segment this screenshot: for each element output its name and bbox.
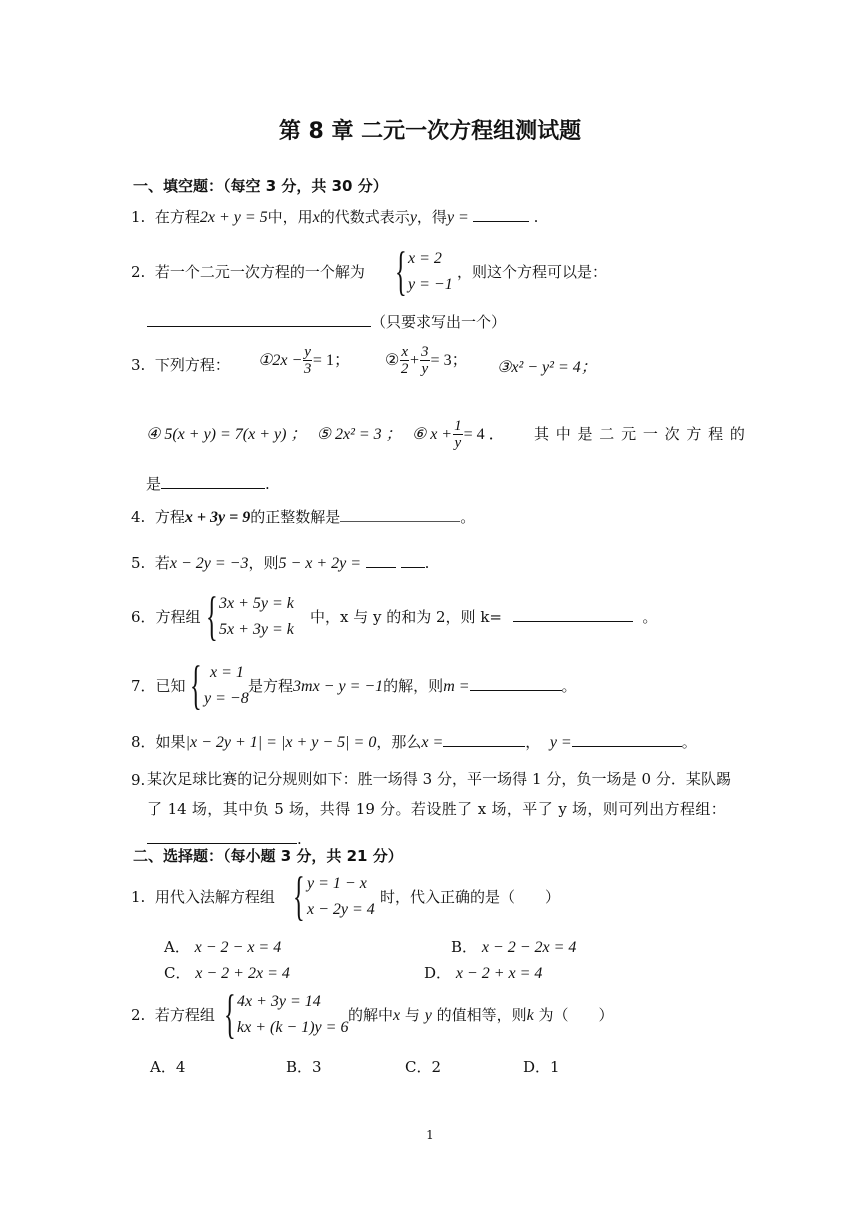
brace-icon: { xyxy=(190,655,202,715)
answer-blank[interactable] xyxy=(340,507,460,522)
option-label: D． xyxy=(424,964,452,982)
denominator: 3 xyxy=(303,361,312,377)
question-4 xyxy=(131,506,475,529)
numerator: x xyxy=(401,344,409,360)
answer-blank[interactable] xyxy=(147,312,371,327)
page-title: 第 8 章 二元一次方程组测试题 xyxy=(278,119,582,144)
system-line: y = 1 − x xyxy=(307,875,367,892)
system-line: x − 2y = 4 xyxy=(307,901,375,918)
page-number: 1 xyxy=(426,1128,434,1142)
option-value: x − 2 − x = 4 xyxy=(194,939,282,956)
question-text: ，则这个方程可以是： xyxy=(457,263,608,281)
question-8 xyxy=(131,731,697,754)
punctuation: ， xyxy=(525,733,541,751)
fraction xyxy=(420,344,430,377)
fraction xyxy=(400,344,409,377)
answer-blank[interactable] xyxy=(401,553,425,568)
question-text: 若 xyxy=(154,554,170,572)
equation: x + 3y = 9 xyxy=(184,509,251,526)
section-choice-heading: 二、选择题：（每小题 3 分，共 21 分） xyxy=(133,847,403,865)
answer-blank[interactable] xyxy=(366,553,396,568)
system-line: kx + (k − 1)y = 6 xyxy=(237,1019,349,1036)
question-number: 1. xyxy=(131,208,146,226)
question-number: 5. xyxy=(131,554,146,572)
answer-blank[interactable] xyxy=(443,732,525,747)
equation: x − 2y = −3 xyxy=(169,555,249,572)
answer-blank[interactable] xyxy=(147,829,297,844)
question-text: 如果 xyxy=(155,733,186,751)
equation: 5 − x + 2y = xyxy=(278,555,362,572)
option-value: x − 2 − 2x = 4 xyxy=(481,939,577,956)
question-text: 若一个二元一次方程的一个解为 xyxy=(154,263,365,281)
punctuation: 。 xyxy=(561,677,577,695)
system-line: y = −8 xyxy=(204,690,249,707)
question-text: 为（ ） xyxy=(538,1006,614,1024)
question-note: （只要求写出一个） xyxy=(371,313,507,331)
question-number: 3. xyxy=(131,356,146,374)
denominator: y xyxy=(421,361,429,377)
question-1 xyxy=(131,206,538,229)
equation-2 xyxy=(385,344,468,377)
choice-option-c[interactable] xyxy=(164,962,290,985)
choice-question-2 xyxy=(131,1004,215,1026)
punctuation: . xyxy=(297,830,302,848)
choice-option-b[interactable] xyxy=(451,936,576,959)
question-7 xyxy=(131,675,186,697)
question-number: 4. xyxy=(131,508,146,526)
question-text: 若方程组 xyxy=(154,1006,215,1024)
denominator: y xyxy=(454,435,462,451)
question-number: 2. xyxy=(131,263,146,281)
equation: 3mx − y = −1 xyxy=(293,678,384,695)
equation-1 xyxy=(258,344,350,377)
question-text: 中，用 xyxy=(267,208,313,226)
numerator: 1 xyxy=(454,418,462,434)
variable: x xyxy=(312,209,320,226)
question-text: ，得 xyxy=(416,208,447,226)
question-2-answer xyxy=(147,311,506,333)
question-number: 9. xyxy=(131,771,146,789)
option-value: x − 2 + x = 4 xyxy=(455,965,543,982)
equation-part: = 3； xyxy=(430,352,468,369)
question-text: 下列方程： xyxy=(154,356,230,374)
system-line: x = 2 xyxy=(408,250,442,267)
system-line: 3x + 5y = k xyxy=(219,595,294,612)
question-6 xyxy=(131,606,201,628)
system-line: y = −1 xyxy=(408,276,453,293)
numerator: y xyxy=(304,344,311,360)
equation-6: ⑥ x + xyxy=(411,426,453,443)
question-text: 其 中 是 二 元 一 次 方 程 的 xyxy=(534,425,746,443)
brace-icon: { xyxy=(395,241,407,301)
brace-icon: { xyxy=(224,984,236,1044)
question-text: 用代入法解方程组 xyxy=(154,888,275,906)
question-text: 方程组 xyxy=(155,608,201,626)
equation-5: ⑤ 2x² = 3 ； xyxy=(316,426,402,443)
question-text: 是 xyxy=(146,475,162,493)
brace-icon: { xyxy=(293,866,305,926)
choice-option-a[interactable]: A．4 xyxy=(150,1058,186,1076)
system-line: 4x + 3y = 14 xyxy=(237,993,321,1010)
equation-part: = 1； xyxy=(312,352,350,369)
equation-system xyxy=(219,591,294,643)
variable: y = xyxy=(549,734,572,751)
question-number: 7． xyxy=(131,677,156,695)
question-3 xyxy=(131,354,230,376)
fraction xyxy=(303,344,312,377)
denominator: 2 xyxy=(400,361,409,377)
system-line: 5x + 3y = k xyxy=(219,621,294,638)
question-number: 1. xyxy=(131,888,146,906)
variable: y xyxy=(409,209,417,226)
choice-option-d[interactable] xyxy=(424,962,542,985)
question-text: 已知 xyxy=(155,677,186,695)
equation-part: ①2x − xyxy=(258,352,303,369)
choice-question-2-tail xyxy=(348,1004,614,1027)
variable: m = xyxy=(443,678,470,695)
question-3-answer xyxy=(146,473,270,495)
question-text: 是方程 xyxy=(248,677,294,695)
section-fill-in-heading: 一、填空题：（每空 3 分，共 30 分） xyxy=(133,177,388,195)
variable: x xyxy=(393,1007,401,1024)
question-7-tail xyxy=(248,675,577,698)
question-number: 6． xyxy=(131,608,156,626)
punctuation: 。 xyxy=(460,508,476,526)
question-text: 的值相等，则 xyxy=(436,1006,527,1024)
equation-3: ③x² − y² = 4； xyxy=(497,359,597,376)
question-text: 的解，则 xyxy=(383,677,444,695)
option-label: B． xyxy=(451,938,478,956)
question-text: 方程 xyxy=(154,508,185,526)
question-6-tail xyxy=(310,606,657,628)
answer-prefix: y = xyxy=(446,209,469,226)
question-text: 与 xyxy=(404,1006,420,1024)
answer-blank[interactable] xyxy=(473,207,529,222)
question-text: 的正整数解是 xyxy=(250,508,341,526)
equation-4-5-6-row xyxy=(146,418,505,451)
choice-option-a[interactable] xyxy=(164,936,281,959)
question-text: ，则 xyxy=(248,554,279,572)
variable: x = xyxy=(421,734,444,751)
equation-system xyxy=(237,989,348,1041)
question-2 xyxy=(131,261,365,283)
equation-system xyxy=(307,871,375,923)
fraction xyxy=(453,418,463,451)
variable: k xyxy=(526,1007,534,1024)
choice-option-c[interactable]: C．2 xyxy=(405,1058,442,1076)
option-value: x − 2 + 2x = 4 xyxy=(195,965,290,982)
question-text: 的解中 xyxy=(348,1006,394,1024)
punctuation: 。 xyxy=(681,733,697,751)
brace-icon: { xyxy=(206,586,218,646)
punctuation: . xyxy=(265,475,270,493)
question-number: 2. xyxy=(131,1006,146,1024)
question-text: 在方程 xyxy=(154,208,200,226)
question-9 xyxy=(147,764,731,854)
equation: |x − 2y + 1| = |x + y − 5| = 0 xyxy=(185,734,377,751)
question-text: 的代数式表示 xyxy=(319,208,410,226)
question-text: 某次足球比赛的记分规则如下：胜一场得 3 分，平一场得 1 分，负一场是 0 分．某队踢了 14 场，其中负 5 场，共得 19 分。若设胜了 x 场，平了 y 场，则可列出方程组： xyxy=(147,770,731,818)
question-5 xyxy=(131,552,429,575)
solution-system xyxy=(204,660,249,712)
option-label: C． xyxy=(164,964,191,982)
variable: y xyxy=(424,1007,432,1024)
answer-blank[interactable] xyxy=(161,474,265,489)
question-text: ，那么 xyxy=(376,733,422,751)
system-line: x = 1 xyxy=(210,664,244,681)
option-label: A． xyxy=(164,938,190,956)
answer-blank[interactable] xyxy=(572,732,682,747)
choice-option-d[interactable]: D．1 xyxy=(523,1058,560,1076)
punctuation: . xyxy=(533,208,539,226)
punctuation: 。 xyxy=(642,608,658,626)
equation-part: + xyxy=(410,352,420,369)
punctuation: . xyxy=(424,554,430,572)
equation: 2x + y = 5 xyxy=(199,209,268,226)
question-text: 时，代入正确的是（ ） xyxy=(380,888,561,906)
equation-4: ④ 5(x + y) = 7(x + y) ； xyxy=(146,426,307,443)
choice-question-1 xyxy=(131,886,275,908)
question-text: 中，x 与 y 的和为 2，则 k= xyxy=(310,608,502,626)
choice-option-b[interactable]: B．3 xyxy=(286,1058,322,1076)
equation-part: = 4 ． xyxy=(463,426,505,443)
answer-blank[interactable] xyxy=(470,676,562,691)
solution-system xyxy=(408,246,453,298)
equation-part: ② xyxy=(385,352,400,369)
question-number: 8． xyxy=(131,733,156,751)
answer-blank[interactable] xyxy=(513,607,633,622)
numerator: 3 xyxy=(421,344,429,360)
